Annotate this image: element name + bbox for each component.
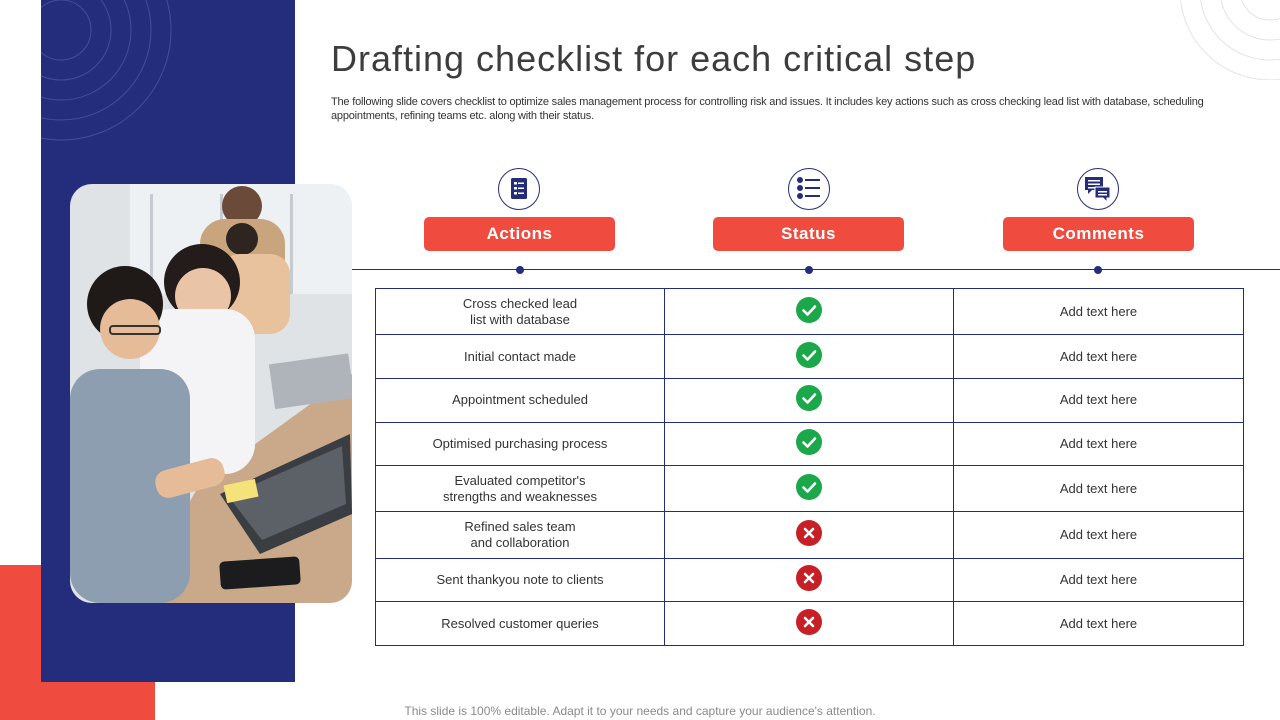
table-row bbox=[376, 558, 1244, 602]
x-circle-icon bbox=[796, 565, 822, 595]
action-cell bbox=[376, 512, 665, 558]
comment-cell: Add text here bbox=[954, 422, 1244, 466]
concentric-rings-decoration bbox=[41, 0, 295, 150]
status-header: Status bbox=[713, 217, 904, 251]
footer-note: This slide is 100% editable. Adapt it to your needs and capture your audience's attention. bbox=[404, 704, 876, 718]
comments-header: Comments bbox=[1003, 217, 1194, 251]
action-line: Sent thankyou note to clients bbox=[436, 572, 604, 588]
status-cell bbox=[665, 335, 954, 379]
check-circle-icon bbox=[796, 429, 822, 459]
comment-cell: Add text here bbox=[954, 335, 1244, 379]
action-cell bbox=[376, 289, 665, 335]
action-cell bbox=[376, 378, 665, 422]
table-row bbox=[376, 335, 1244, 379]
comment-cell: Add text here bbox=[954, 466, 1244, 512]
timeline-line bbox=[352, 269, 1280, 270]
check-circle-icon bbox=[796, 342, 822, 372]
action-line: strengths and weaknesses bbox=[443, 488, 597, 504]
action-line: Evaluated competitor's bbox=[454, 472, 586, 488]
comment-cell: Add text here bbox=[954, 378, 1244, 422]
action-cell bbox=[376, 335, 665, 379]
office-team-photo bbox=[70, 184, 352, 603]
check-circle-icon bbox=[796, 297, 822, 327]
check-circle-icon bbox=[796, 385, 822, 415]
status-cell bbox=[665, 289, 954, 335]
status-cell bbox=[665, 378, 954, 422]
comment-cell: Add text here bbox=[954, 512, 1244, 558]
checklist-icon bbox=[788, 168, 830, 210]
slide-subtitle: The following slide covers checklist to optimize sales management process for controlling risk and issues. It includes key actions such as cross checking lead list with database, scheduling appointments, refining teams etc. along with their status. bbox=[331, 96, 1204, 122]
timeline-dot bbox=[516, 266, 524, 274]
status-cell bbox=[665, 512, 954, 558]
status-cell bbox=[665, 558, 954, 602]
x-circle-icon bbox=[796, 520, 822, 550]
table-row bbox=[376, 466, 1244, 512]
table-row bbox=[376, 512, 1244, 558]
action-cell bbox=[376, 558, 665, 602]
action-line: Optimised purchasing process bbox=[432, 435, 608, 451]
table-row bbox=[376, 378, 1244, 422]
timeline-dot bbox=[1094, 266, 1102, 274]
comment-cell: Add text here bbox=[954, 602, 1244, 646]
action-cell bbox=[376, 602, 665, 646]
action-line: Appointment scheduled bbox=[452, 392, 588, 408]
action-line: Initial contact made bbox=[463, 348, 576, 364]
table-row bbox=[376, 289, 1244, 335]
action-line: Cross checked lead bbox=[462, 295, 578, 311]
checklist-table bbox=[375, 288, 1244, 646]
check-circle-icon bbox=[796, 474, 822, 504]
action-line: list with database bbox=[470, 311, 570, 327]
concentric-rings-top-right-decoration bbox=[1160, 0, 1280, 80]
timeline-dot bbox=[805, 266, 813, 274]
action-cell bbox=[376, 422, 665, 466]
action-line: and collaboration bbox=[470, 535, 570, 551]
comment-cell: Add text here bbox=[954, 289, 1244, 335]
actions-header: Actions bbox=[424, 217, 615, 251]
action-line: Resolved customer queries bbox=[441, 615, 599, 631]
status-cell bbox=[665, 466, 954, 512]
action-cell bbox=[376, 466, 665, 512]
comment-cell: Add text here bbox=[954, 558, 1244, 602]
document-list-icon bbox=[498, 168, 540, 210]
chat-bubbles-icon bbox=[1077, 168, 1119, 210]
table-row bbox=[376, 602, 1244, 646]
status-cell bbox=[665, 422, 954, 466]
x-circle-icon bbox=[796, 609, 822, 639]
action-line: Refined sales team bbox=[464, 519, 576, 535]
slide-title: Drafting checklist for each critical step bbox=[331, 38, 977, 79]
status-cell bbox=[665, 602, 954, 646]
table-row bbox=[376, 422, 1244, 466]
